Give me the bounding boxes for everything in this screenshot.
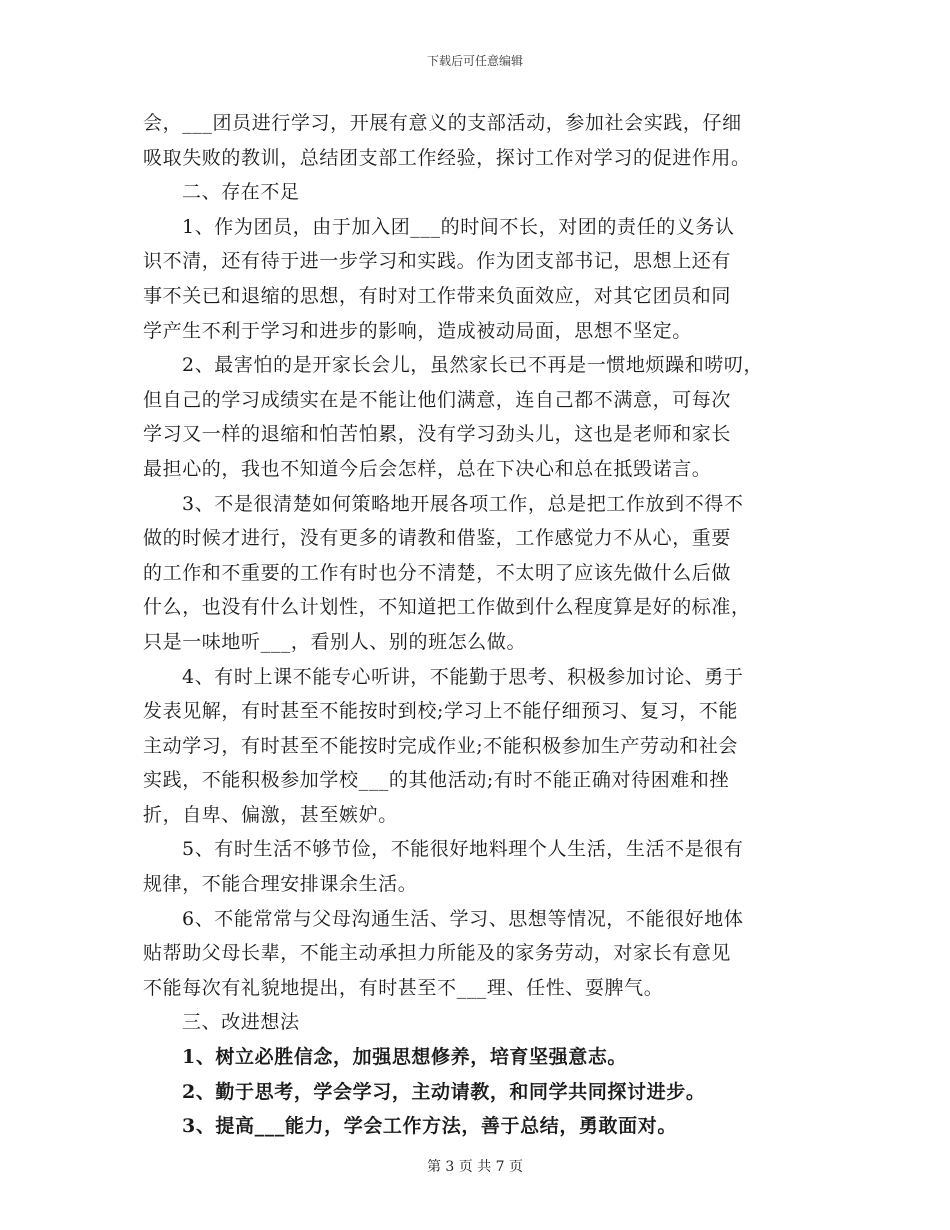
text-line: 规律，不能合理安排课余生活。	[143, 873, 418, 896]
page-header: 下载后可任意编辑	[426, 54, 523, 68]
text-line: 二、存在不足	[182, 181, 300, 204]
text-line: 5、有时生活不够节俭，不能很好地料理个人生活，生活不是很有	[182, 838, 744, 861]
text-line: 实践，不能积极参加学校___的其他活动;有时不能正确对待困难和挫	[143, 769, 730, 792]
text-line: 什么，也没有什么计划性，不知道把工作做到什么程度算是好的标准，	[143, 596, 751, 619]
improvement-item-line: 3、提高___能力，学会工作方法，善于总结，勇敢面对。	[182, 1115, 677, 1138]
text-line: 6、不能常常与父母沟通生活、学习、思想等情况，不能很好地体	[182, 907, 744, 930]
text-line: 2、最害怕的是开家长会儿，虽然家长已不再是一惯地烦躁和唠叨，	[182, 354, 764, 377]
text-line: 最担心的，我也不知道今后会怎样，总在下决心和总在抵毁诺言。	[143, 457, 712, 480]
document-body	[143, 106, 811, 1144]
text-line: 事不关已和退缩的思想，有时对工作带来负面效应，对其它团员和同	[143, 284, 732, 307]
text-line: 但自己的学习成绩实在是不能让他们满意，连自己都不满意，可每次	[143, 388, 732, 411]
text-line: 吸取失败的教训，总结团支部工作经验，探讨工作对学习的促进作用。	[143, 146, 751, 169]
text-line: 学产生不利于学习和进步的影响，造成被动局面，思想不坚定。	[143, 319, 692, 342]
text-line: 1、作为团员，由于加入团___的时间不长，对团的责任的义务认	[182, 215, 735, 238]
text-line: 不能每次有礼貌地提出，有时甚至不___理、任性、耍脾气。	[143, 976, 664, 999]
text-line: 折，自卑、偏激，甚至嫉妒。	[143, 803, 398, 826]
text-line: 会，___团员进行学习，开展有意义的支部活动，参加社会实践，仔细	[143, 112, 742, 134]
text-line: 识不清，还有待于进一步学习和实践。作为团支部书记，思想上还有	[143, 250, 732, 273]
text-line: 三、改进想法	[182, 1011, 300, 1034]
improvement-item-line: 2、勤于思考，学会学习，主动请教，和同学共同探讨进步。	[182, 1080, 706, 1103]
page-footer: 第 3 页 共 7 页	[426, 1159, 524, 1175]
text-line: 主动学习，有时甚至不能按时完成作业;不能积极参加生产劳动和社会	[143, 734, 739, 757]
text-line: 的工作和不重要的工作有时也分不清楚，不太明了应该先做什么后做	[143, 561, 732, 584]
text-line: 贴帮助父母长辈，不能主动承担力所能及的家务劳动，对家长有意见	[143, 942, 732, 965]
text-line: 做的时候才进行，没有更多的请教和借鉴，工作感觉力不从心，重要	[143, 527, 732, 550]
text-line: 4、有时上课不能专心听讲，不能勤于思考、积极参加讨论、勇于	[182, 665, 744, 688]
text-line: 3、不是很清楚如何策略地开展各项工作，总是把工作放到不得不	[182, 492, 744, 515]
text-line: 学习又一样的退缩和怕苦怕累，没有学习劲头儿，这也是老师和家长	[143, 423, 732, 446]
text-line: 只是一味地听___，看别人、别的班怎么做。	[143, 630, 527, 653]
improvement-item-line: 1、树立必胜信念，加强思想修养，培育坚强意志。	[182, 1046, 628, 1069]
text-line: 发表见解，有时甚至不能按时到校;学习上不能仔细预习、复习，不能	[143, 700, 739, 723]
